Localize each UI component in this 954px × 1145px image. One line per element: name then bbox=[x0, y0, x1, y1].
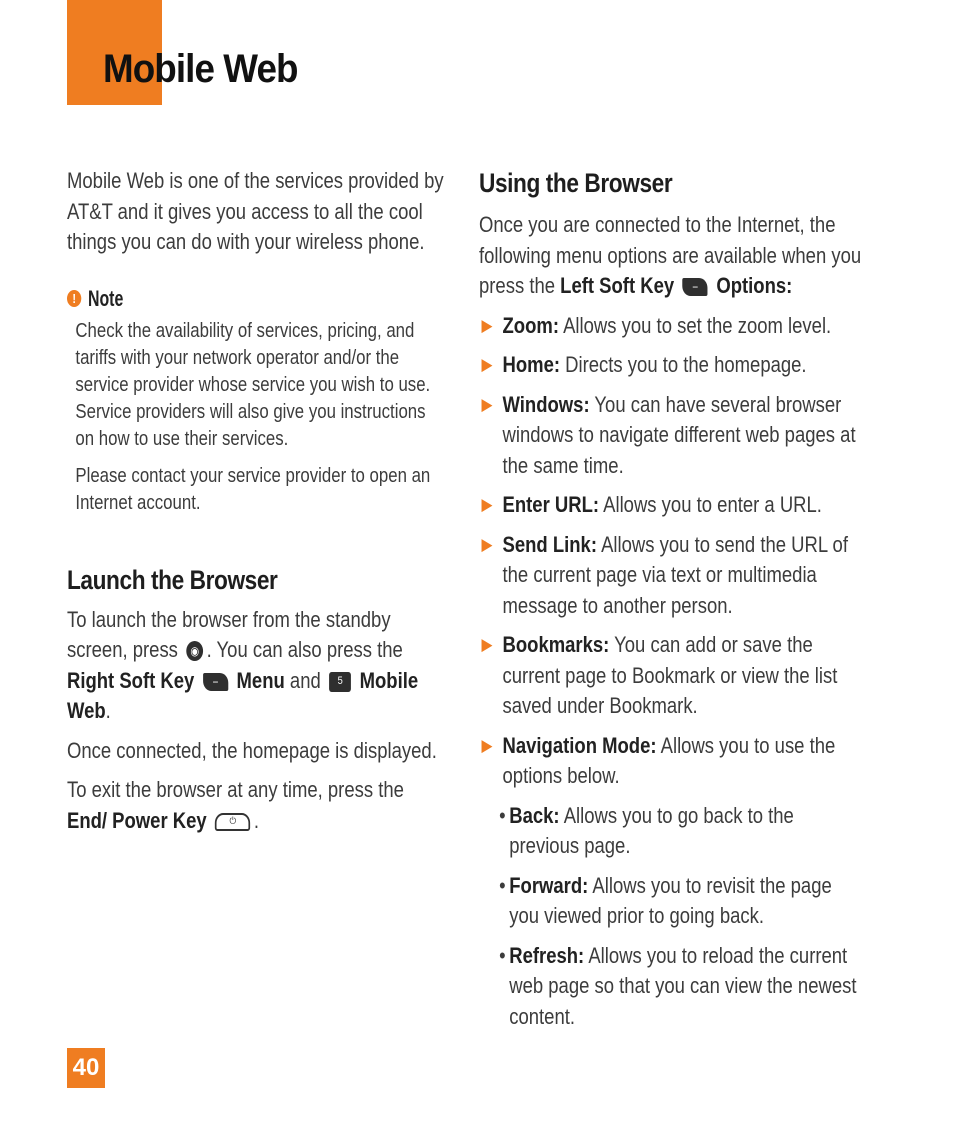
arrow-icon: ▶ bbox=[481, 735, 493, 755]
left-column bbox=[67, 166, 447, 836]
bullet-icon: • bbox=[499, 942, 506, 968]
item-term: Enter URL: bbox=[502, 492, 600, 517]
navigation-mode-sublist bbox=[479, 801, 864, 1033]
intro-paragraph: Mobile Web is one of the services provided by AT&T and it gives you access to all the cool things you can do with your wireless phone. bbox=[67, 168, 444, 254]
period-text: . bbox=[105, 698, 111, 723]
arrow-icon: ▶ bbox=[481, 534, 493, 554]
sub-item-term: Forward: bbox=[509, 872, 589, 898]
list-item bbox=[479, 390, 864, 482]
arrow-icon: ▶ bbox=[481, 635, 493, 654]
mobile-web-label: Mobile Web bbox=[67, 667, 419, 723]
sub-list-item bbox=[499, 801, 864, 862]
item-desc: Directs you to the homepage. bbox=[565, 352, 807, 377]
end-power-key-label: End/ Power Key bbox=[67, 807, 207, 833]
launch-heading: Launch the Browser bbox=[67, 564, 278, 595]
right-column bbox=[479, 166, 864, 1032]
item-desc: Allows you to send the URL of the current page via text or multimedia message to another person. bbox=[502, 531, 848, 618]
right-soft-key-label: Right Soft Key bbox=[67, 667, 195, 693]
sub-list-item bbox=[499, 871, 864, 932]
arrow-icon: ▶ bbox=[481, 394, 493, 414]
left-soft-key-label: Left Soft Key bbox=[560, 273, 675, 298]
using-intro bbox=[479, 210, 864, 302]
item-term: Send Link: bbox=[502, 531, 597, 557]
note-paragraph-2: Please contact your service provider to open an Internet account. bbox=[75, 464, 431, 514]
options-label: Options: bbox=[716, 273, 793, 298]
item-term: Home: bbox=[502, 352, 561, 377]
launch-section bbox=[67, 563, 447, 837]
connected-paragraph: Once connected, the homepage is displayed. bbox=[67, 737, 437, 763]
list-item bbox=[479, 311, 864, 342]
item-term: Bookmarks: bbox=[502, 632, 610, 657]
note-body bbox=[67, 318, 447, 517]
exit-text: To exit the browser at any time, press the bbox=[67, 777, 404, 802]
list-item bbox=[479, 350, 864, 381]
end-power-key-icon: ⏻ bbox=[215, 813, 250, 831]
item-desc: Allows you to enter a URL. bbox=[603, 492, 822, 517]
using-intro-text: Once you are connected to the Internet, the following menu options are available when you press the bbox=[479, 212, 862, 298]
sub-item-desc: Allows you to reload the current web page so that you can view the newest content. bbox=[509, 942, 857, 1029]
sub-item-term: Refresh: bbox=[509, 942, 585, 968]
note-paragraph-1: Check the availability of services, pricing, and tariffs with your network operator and/or the service provider whose service you wish to use. Service providers will also give you instructions on how to use their services. bbox=[75, 319, 431, 450]
item-term: Navigation Mode: bbox=[502, 732, 657, 758]
item-desc: You can have several browser windows to navigate different web pages at the same time. bbox=[502, 391, 856, 478]
item-desc: You can add or save the current page to Bookmark or view the list saved under Bookmark. bbox=[502, 632, 838, 718]
item-term: Windows: bbox=[502, 391, 590, 417]
using-heading: Using the Browser bbox=[479, 168, 673, 198]
item-desc: Allows you to use the options below. bbox=[502, 732, 836, 788]
note-header bbox=[67, 286, 447, 312]
browser-options-list bbox=[479, 311, 864, 792]
bullet-icon: • bbox=[499, 802, 506, 828]
arrow-icon: ▶ bbox=[481, 355, 493, 374]
bullet-icon: • bbox=[499, 872, 506, 898]
sub-list-item bbox=[499, 941, 864, 1033]
launch-paragraph bbox=[67, 605, 447, 727]
att-key-icon: ◉ bbox=[186, 641, 203, 661]
arrow-icon: ▶ bbox=[481, 495, 493, 514]
right-soft-key-icon: − bbox=[203, 673, 228, 691]
launch-text-a: To launch the browser from the standby screen, press bbox=[67, 606, 391, 662]
page-number: 40 bbox=[67, 1048, 105, 1088]
list-item bbox=[479, 530, 864, 622]
sub-item-term: Back: bbox=[509, 802, 560, 828]
sub-item-desc: Allows you to revisit the page you viewed prior to going back. bbox=[509, 872, 832, 928]
launch-text-b: . You can also press the bbox=[206, 637, 403, 662]
menu-label: Menu bbox=[236, 667, 285, 693]
list-item bbox=[479, 731, 864, 792]
item-term: Zoom: bbox=[502, 312, 559, 338]
exit-period: . bbox=[253, 807, 259, 833]
number-5-key-icon: 5 JKL bbox=[329, 672, 351, 692]
sub-item-desc: Allows you to go back to the previous page. bbox=[509, 802, 794, 858]
left-soft-key-icon: − bbox=[683, 278, 708, 296]
exit-paragraph bbox=[67, 775, 447, 836]
and-text: and bbox=[289, 667, 321, 693]
list-item bbox=[479, 490, 864, 521]
list-item bbox=[479, 630, 864, 722]
arrow-icon: ▶ bbox=[481, 315, 493, 335]
item-desc: Allows you to set the zoom level. bbox=[563, 312, 832, 338]
page-title: Mobile Web bbox=[103, 47, 298, 91]
exclamation-icon: ! bbox=[67, 290, 81, 307]
note-label: Note bbox=[88, 285, 124, 311]
